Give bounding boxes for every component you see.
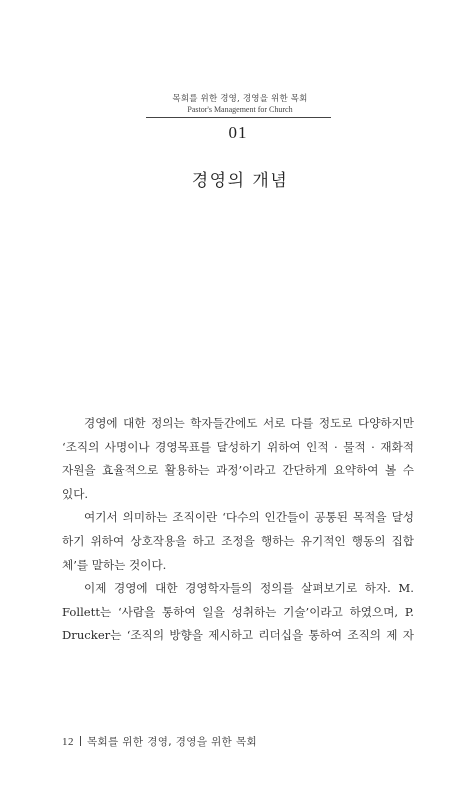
paragraph-2 bbox=[62, 506, 414, 577]
text-line: 여기서 의미하는 조직이란 ‘다수의 인간들이 공통된 목적을 달성 bbox=[84, 510, 414, 525]
text-line: 자원을 효율적으로 활용하는 과정’이라고 간단하게 요약하여 볼 수 bbox=[62, 463, 414, 478]
page-footer bbox=[62, 734, 257, 749]
paragraph-1 bbox=[62, 412, 414, 506]
page-number: 12 bbox=[62, 736, 74, 748]
text-line: ‘조직의 사명이나 경영목표를 달성하기 위하여 인적 · 물적 · 재화적 bbox=[62, 439, 414, 454]
footer-divider bbox=[80, 736, 81, 746]
running-title: 목회를 위한 경영, 경영을 위한 목회 bbox=[172, 94, 308, 104]
text-line: 경영에 대한 정의는 학자들간에도 서로 다를 정도로 다양하지만 bbox=[84, 416, 414, 430]
text-line: 하기 위하여 상호작용을 하고 조정을 행하는 유기적인 행동의 집합 bbox=[62, 533, 414, 548]
body-text bbox=[62, 412, 414, 648]
text-line: 이제 경영에 대한 경영학자들의 정의를 살펴보기로 하자. M. bbox=[84, 581, 414, 596]
running-header bbox=[150, 94, 330, 114]
text-line: Follett는 ‘사람을 통하여 일을 성취하는 기술’이라고 하였으며, P. bbox=[62, 604, 414, 619]
text-line: 있다. bbox=[62, 486, 89, 501]
header-rule bbox=[146, 117, 331, 118]
text-line: 체’를 말하는 것이다. bbox=[62, 557, 167, 572]
chapter-title: 경영의 개념 bbox=[191, 171, 289, 191]
chapter-number: 01 bbox=[228, 123, 248, 142]
running-title-english: Pastor's Management for Church bbox=[187, 105, 293, 114]
text-line: Drucker는 ‘조직의 방향을 제시하고 리더십을 통하여 조직의 제 자 bbox=[62, 628, 414, 643]
footer-book-title: 목회를 위한 경영, 경영을 위한 목회 bbox=[87, 736, 258, 748]
paragraph-3 bbox=[62, 577, 414, 648]
